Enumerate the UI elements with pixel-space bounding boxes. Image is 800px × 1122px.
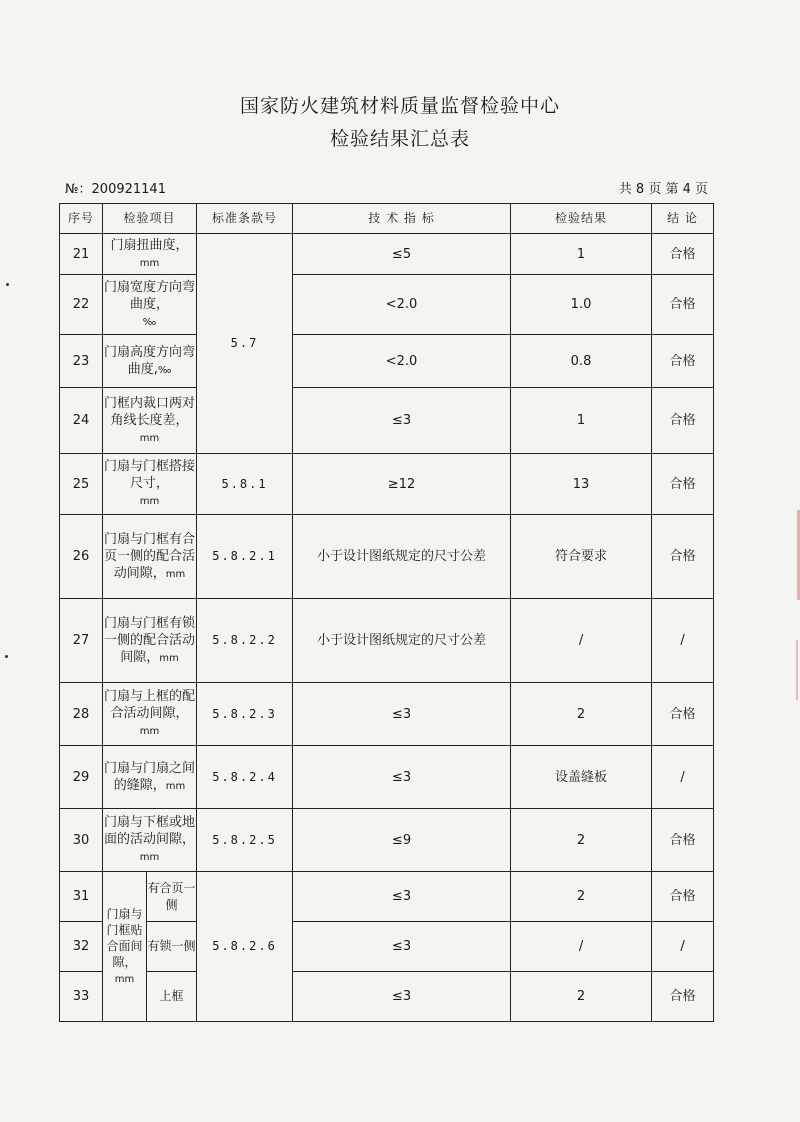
row-item: 门扇与门扇之间的缝隙，mm [103, 746, 197, 809]
row-sub-item: 有锁一侧 [147, 922, 197, 972]
row-conclusion: 合格 [652, 388, 714, 454]
table-row [60, 683, 714, 746]
row-result: 设盖缝板 [511, 746, 652, 809]
row-no: 28 [60, 683, 103, 746]
row-no: 25 [60, 454, 103, 515]
row-item: 门扇与门框有锁一侧的配合活动间隙，mm [103, 599, 197, 683]
row-no: 27 [60, 599, 103, 683]
row-conclusion: 合格 [652, 335, 714, 388]
row-std: 5.7 [197, 234, 293, 454]
row-no: 21 [60, 234, 103, 275]
row-std: 5.8.2.1 [197, 515, 293, 599]
col-header-result: 检验结果 [511, 204, 652, 234]
row-indicator: ≤5 [293, 234, 511, 275]
row-result: 1.0 [511, 275, 652, 335]
row-no: 23 [60, 335, 103, 388]
table-row [60, 972, 714, 1022]
row-conclusion: 合格 [652, 683, 714, 746]
row-result: 2 [511, 972, 652, 1022]
row-result: 1 [511, 234, 652, 275]
scan-speck [5, 655, 8, 658]
table-row [60, 275, 714, 335]
table-row [60, 746, 714, 809]
row-no: 30 [60, 809, 103, 872]
row-result: 2 [511, 683, 652, 746]
table-row [60, 809, 714, 872]
report-title: 检验结果汇总表 [329, 128, 470, 150]
row-conclusion: 合格 [652, 275, 714, 335]
row-indicator: ≤3 [293, 972, 511, 1022]
row-indicator: 小于设计图纸规定的尺寸公差 [293, 599, 511, 683]
row-result: / [511, 922, 652, 972]
row-result: / [511, 599, 652, 683]
row-result: 2 [511, 809, 652, 872]
row-conclusion: / [652, 922, 714, 972]
table-row [60, 454, 714, 515]
row-result: 13 [511, 454, 652, 515]
row-conclusion: / [652, 599, 714, 683]
row-indicator: ≤9 [293, 809, 511, 872]
row-item: 门扇与上框的配合活动间隙，mm [103, 683, 197, 746]
col-header-no: 序号 [60, 204, 103, 234]
row-item: 门框内裁口两对角线长度差，mm [103, 388, 197, 454]
row-indicator: ≤3 [293, 872, 511, 922]
col-header-item: 检验项目 [103, 204, 197, 234]
table-row [60, 388, 714, 454]
row-sub-item: 上框 [147, 972, 197, 1022]
row-conclusion: 合格 [652, 454, 714, 515]
row-item: 门扇与门框有合页一侧的配合活动间隙，mm [103, 515, 197, 599]
document-number: №：200921141 [65, 182, 166, 197]
row-conclusion: 合格 [652, 809, 714, 872]
row-std: 5.8.2.2 [197, 599, 293, 683]
row-item: 门扇与下框或地面的活动间隙，mm [103, 809, 197, 872]
row-no: 22 [60, 275, 103, 335]
row-indicator: ≤3 [293, 922, 511, 972]
row-result: 1 [511, 388, 652, 454]
row-result: 2 [511, 872, 652, 922]
row-item: 门扇高度方向弯曲度,‰ [103, 335, 197, 388]
scan-speck [6, 283, 9, 286]
row-conclusion: 合格 [652, 972, 714, 1022]
table-row [60, 335, 714, 388]
results-table [59, 203, 714, 1022]
row-no: 33 [60, 972, 103, 1022]
col-header-conclusion: 结 论 [652, 204, 714, 234]
row-indicator: ≤3 [293, 746, 511, 809]
row-conclusion: 合格 [652, 872, 714, 922]
row-std: 5.8.2.6 [197, 872, 293, 1022]
row-indicator: 小于设计图纸规定的尺寸公差 [293, 515, 511, 599]
table-row [60, 515, 714, 599]
row-item: 门扇宽度方向弯曲度， ‰ [103, 275, 197, 335]
row-std: 5.8.1 [197, 454, 293, 515]
page-info: 共 8 页 第 4 页 [618, 182, 708, 197]
row-no: 29 [60, 746, 103, 809]
row-indicator: <2.0 [293, 335, 511, 388]
row-std: 5.8.2.4 [197, 746, 293, 809]
row-indicator: ≤3 [293, 683, 511, 746]
row-std: 5.8.2.3 [197, 683, 293, 746]
row-result: 0.8 [511, 335, 652, 388]
col-header-indicator: 技 术 指 标 [293, 204, 511, 234]
row-item: 门扇与门框搭接尺寸， mm [103, 454, 197, 515]
table-row [60, 922, 714, 972]
row-group-item: 门扇与门框贴合面间隙，mm [103, 872, 147, 1022]
row-conclusion: / [652, 746, 714, 809]
table-row [60, 234, 714, 275]
margin-stamp-mark [792, 640, 798, 700]
margin-stamp-mark [791, 510, 800, 600]
row-conclusion: 合格 [652, 234, 714, 275]
row-indicator: <2.0 [293, 275, 511, 335]
row-result: 符合要求 [511, 515, 652, 599]
table-row [60, 872, 714, 922]
row-indicator: ≥12 [293, 454, 511, 515]
row-std: 5.8.2.5 [197, 809, 293, 872]
table-header-row [60, 204, 714, 234]
row-indicator: ≤3 [293, 388, 511, 454]
col-header-std: 标准条款号 [197, 204, 293, 234]
table-row [60, 599, 714, 683]
row-item: 门扇扭曲度，mm [103, 234, 197, 275]
org-title: 国家防火建筑材料质量监督检验中心 [239, 95, 560, 117]
row-conclusion: 合格 [652, 515, 714, 599]
row-no: 32 [60, 922, 103, 972]
row-sub-item: 有合页一侧 [147, 872, 197, 922]
row-no: 31 [60, 872, 103, 922]
row-no: 24 [60, 388, 103, 454]
row-no: 26 [60, 515, 103, 599]
